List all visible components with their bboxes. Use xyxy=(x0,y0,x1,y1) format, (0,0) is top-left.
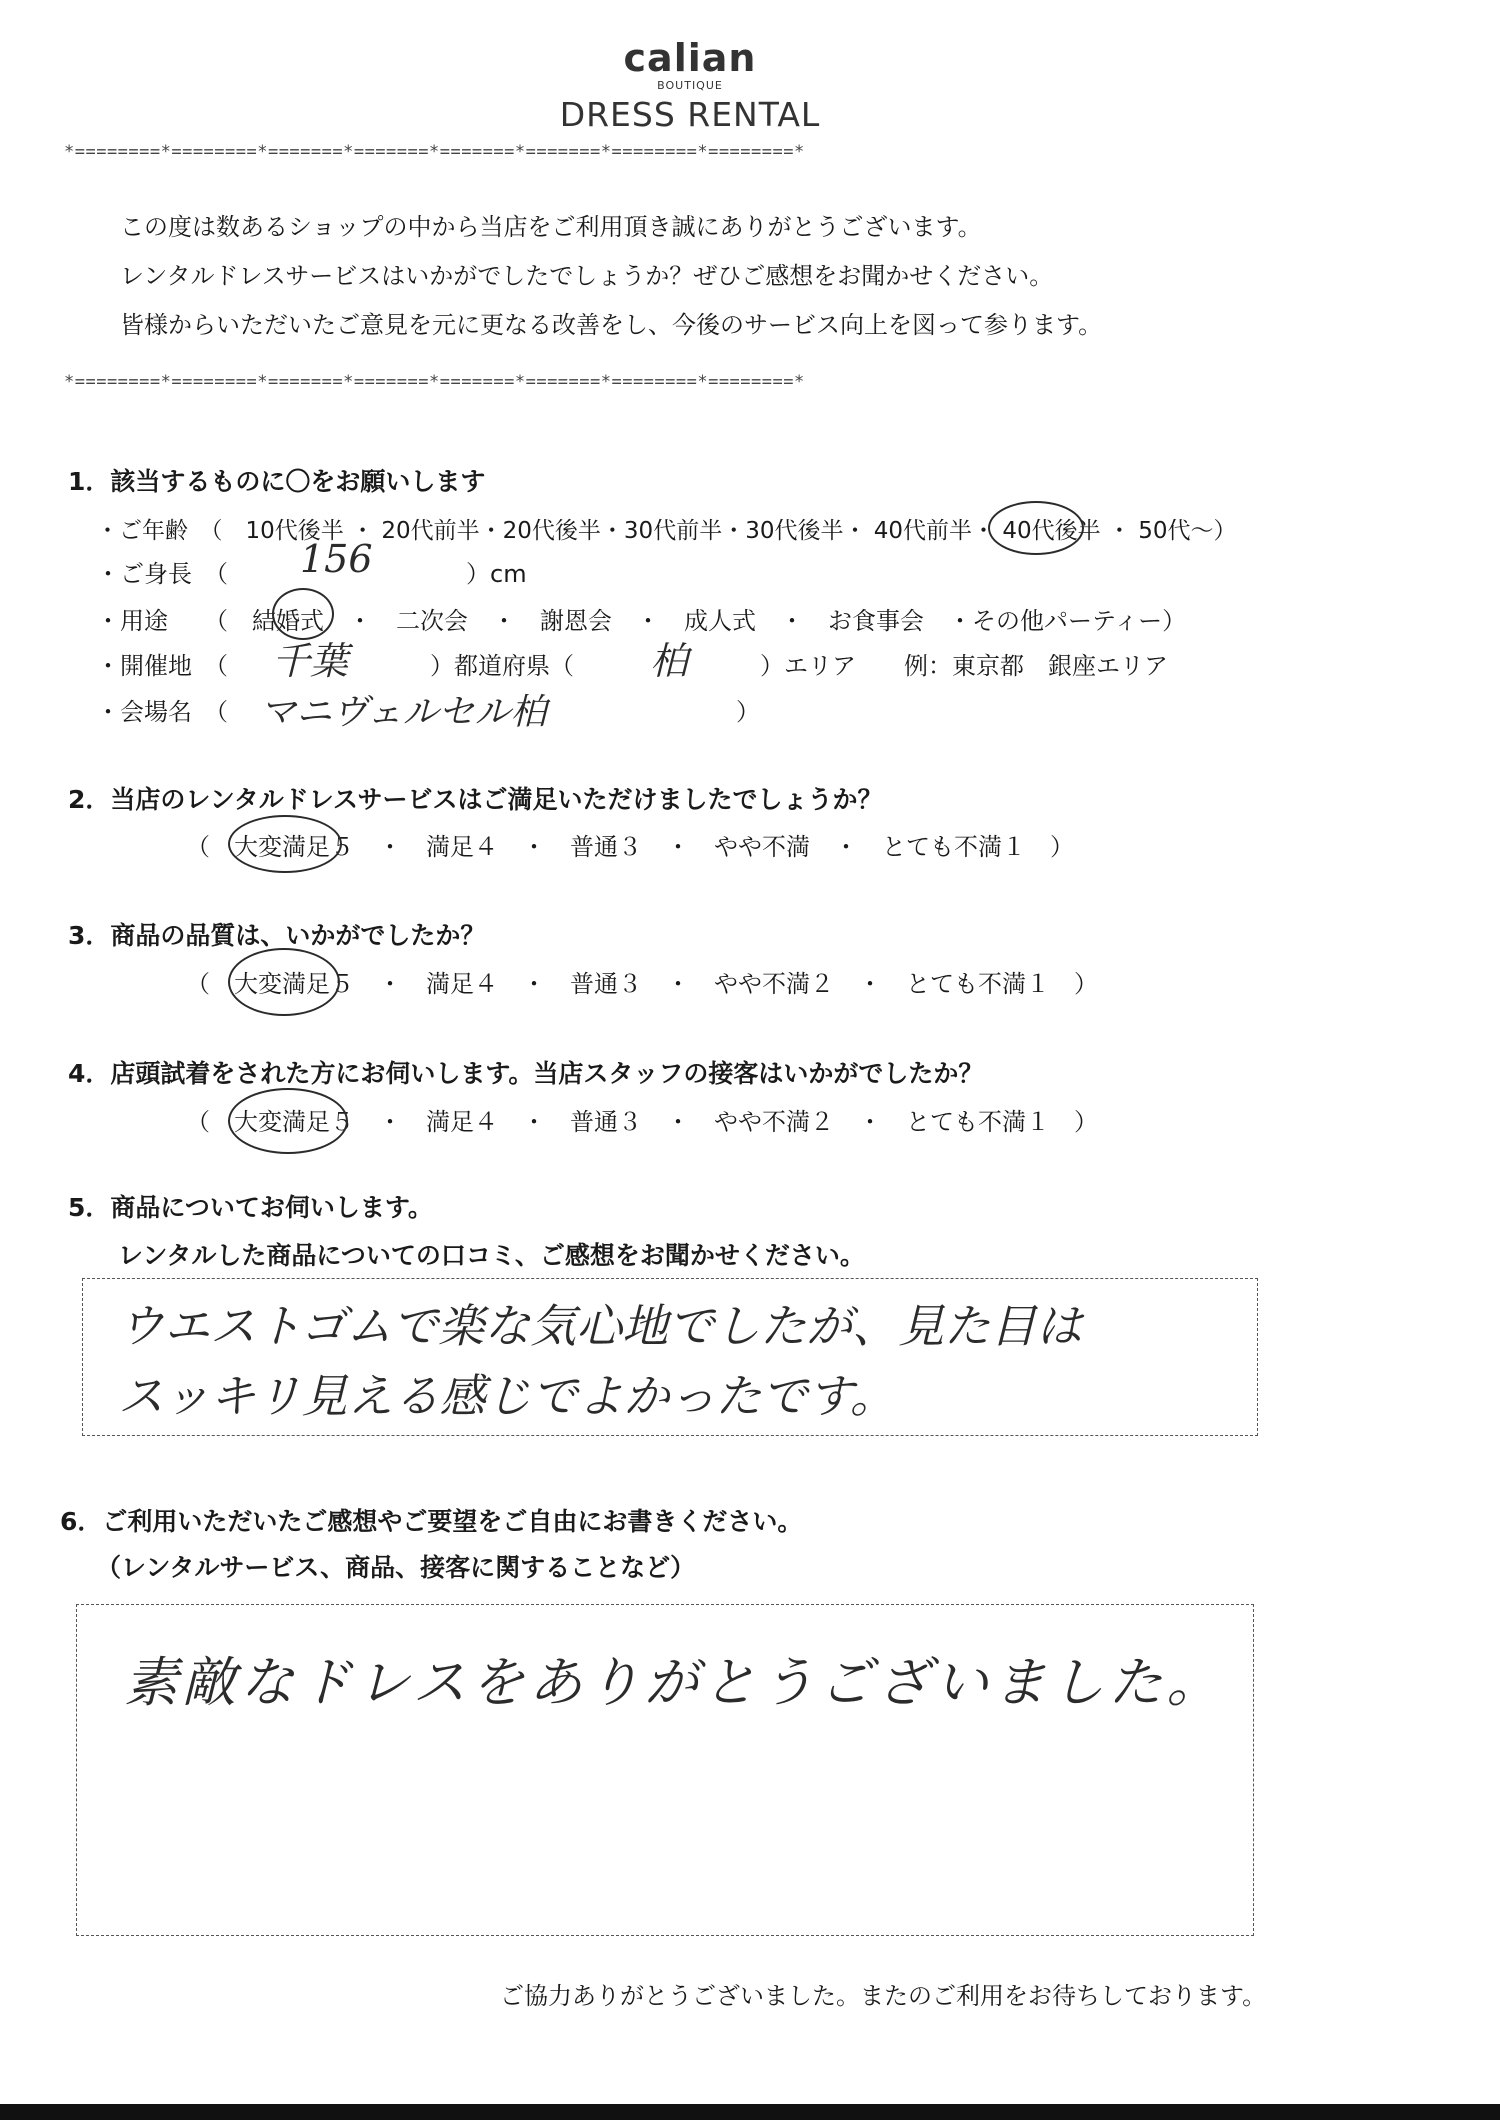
q1-age-line: ・ご年齢 （ 10代後半 ・ 20代前半・20代後半・30代前半・30代後半・ 40代前半・ 40代後半 ・ 50代～） xyxy=(96,518,1237,544)
q1-height-value: 156 xyxy=(300,537,373,581)
q1-venue-area: 柏 xyxy=(650,639,689,683)
q1-venue-tail: ）エリア 例：東京都 銀座エリア xyxy=(760,652,1168,680)
q5-answer-line-2: スッキリ見える感じでよかったです。 xyxy=(118,1369,896,1423)
answer-circle-q4 xyxy=(228,1088,348,1154)
q5-answer-line-1: ウエストゴムで楽な気心地でしたが、見た目は xyxy=(118,1299,1083,1353)
q1-height-unit: ）cm xyxy=(466,560,527,588)
intro-line-3: 皆様からいただいたご意見を元に更なる改善をし、今後のサービス向上を図って参ります。 xyxy=(120,311,1103,339)
q1-height-label: ・ご身長 （ xyxy=(96,560,228,588)
q3-options: （ 大変満足５ ・ 満足４ ・ 普通３ ・ やや不満２ ・ とても不満１ ） xyxy=(186,970,1098,998)
intro-line-2: レンタルドレスサービスはいかがでしたでしょうか？ぜひご感想をお聞かせください。 xyxy=(120,262,1054,290)
q2-title: 2．当店のレンタルドレスサービスはご満足いただけましたでしょうか？ xyxy=(68,785,883,814)
q1-hall-label: ・会場名 （ xyxy=(96,698,228,726)
q5-subtitle: レンタルした商品についての口コミ、ご感想をお聞かせください。 xyxy=(118,1241,865,1270)
q1-venue-label: ・開催地 （ xyxy=(96,652,228,680)
q1-venue-mid: ）都道府県（ xyxy=(430,652,574,680)
q5-title: 5．商品についてお伺いします。 xyxy=(68,1193,433,1222)
q1-title: 1．該当するものに〇をお願いします xyxy=(68,467,486,496)
q3-title: 3．商品の品質は、いかがでしたか？ xyxy=(68,921,486,950)
q1-hall-value: マニヴェルセル柏 xyxy=(260,692,547,733)
q6-answer: 素敵なドレスをありがとうございました。 xyxy=(124,1651,1225,1714)
q4-title: 4．店頭試着をされた方にお伺いします。当店スタッフの接客はいかがでしたか？ xyxy=(68,1059,984,1088)
q6-title: 6．ご利用いただいたご感想やご要望をご自由にお書きください。 xyxy=(60,1507,803,1536)
answer-circle-q3 xyxy=(228,948,340,1016)
q1-hall-close: ） xyxy=(736,698,760,726)
q1-venue-prefecture: 千葉 xyxy=(272,639,349,683)
q4-options: （ 大変満足５ ・ 満足４ ・ 普通３ ・ やや不満２ ・ とても不満１ ） xyxy=(186,1108,1098,1136)
divider-bottom: *========*========*=======*=======*=======*=======*========*========* xyxy=(64,372,805,392)
q1-purpose-line: ・用途 （ 結婚式 ・ 二次会 ・ 謝恩会 ・ 成人式 ・ お食事会 ・その他パーティー） xyxy=(96,607,1187,635)
page-title: DRESS RENTAL xyxy=(559,95,821,134)
divider-top: *========*========*=======*=======*=======*=======*========*========* xyxy=(64,142,805,162)
answer-circle-q2 xyxy=(228,815,342,873)
answer-circle-age xyxy=(988,501,1084,555)
brand-logo: calian xyxy=(623,36,757,80)
scan-edge-bar xyxy=(0,2104,1500,2120)
q2-options: （ 大変満足５ ・ 満足４ ・ 普通３ ・ やや不満 ・ とても不満１ ） xyxy=(186,833,1074,861)
intro-line-1: この度は数あるショップの中から当店をご利用頂き誠にありがとうございます。 xyxy=(120,213,982,241)
brand-logo-sub: BOUTIQUE xyxy=(657,79,723,92)
q6-subtitle: （レンタルサービス、商品、接客に関することなど） xyxy=(96,1553,696,1582)
footer-thanks: ご協力ありがとうございました。またのご利用をお待ちしております。 xyxy=(500,1982,1267,2010)
